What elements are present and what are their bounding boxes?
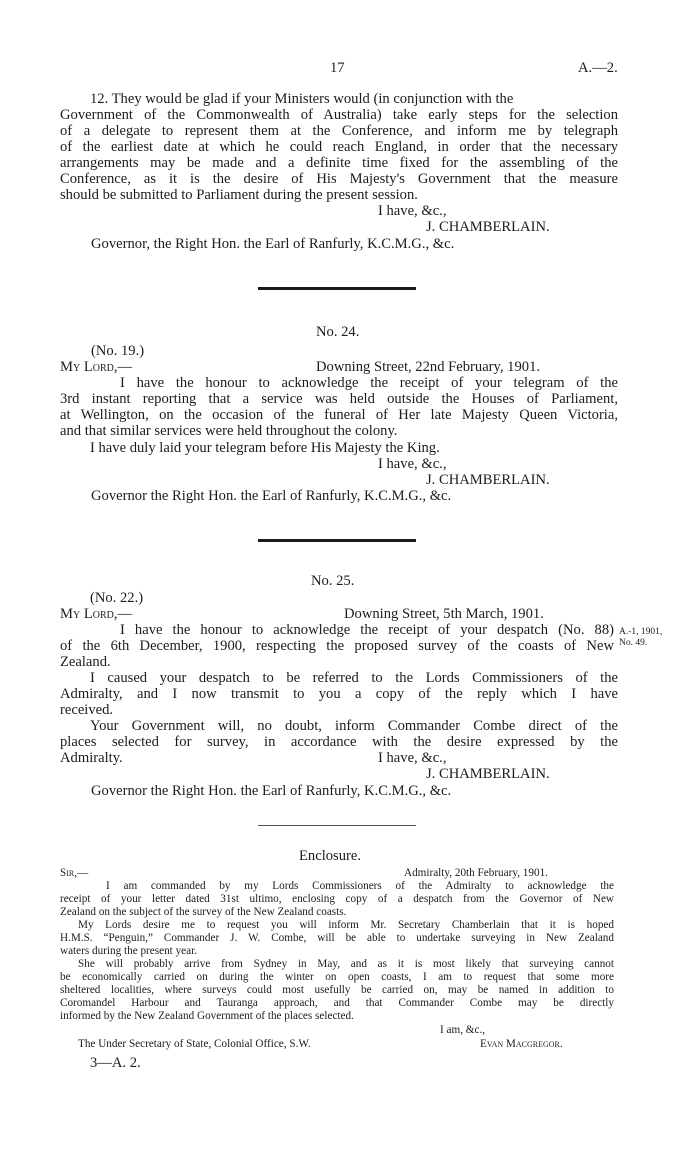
- section-divider: [258, 287, 416, 290]
- enclosure-line-5: H.M.S. “Penguin,” Commander J. W. Combe, will be able to undertake surveying in New Zealand: [60, 932, 614, 944]
- paragraph-12-line-5: arrangements may be made and a definite time fixed for the assembling of the: [60, 155, 618, 171]
- margin-note-number: No. 49.: [619, 638, 648, 648]
- enclosure-line-4: My Lords desire me to request you will inform Mr. Secretary Chamberlain that it is hoped: [78, 919, 614, 931]
- enclosure-closing: I am, &c.,: [440, 1024, 486, 1036]
- addressee: Governor, the Right Hon. the Earl of Ranfurly, K.C.M.G., &c.: [91, 236, 455, 252]
- letter-25-ref: (No. 22.): [90, 590, 144, 606]
- paragraph-12-line-3: of a delegate to represent them at the Conference, and inform me by telegraph: [60, 123, 618, 139]
- page-number: 17: [330, 60, 345, 76]
- letter-24-place-date: Downing Street, 22nd February, 1901.: [316, 359, 541, 375]
- letter-25-line-3: Zealand.: [60, 654, 111, 670]
- letter-24-closing: I have, &c.,: [378, 456, 447, 472]
- letter-24-line-4: and that similar services were held throughout the colony.: [60, 423, 398, 439]
- signature-mark: 3—A. 2.: [90, 1055, 141, 1071]
- letter-25-line-2: of the 6th December, 1900, respecting the proposed survey of the coasts of New: [60, 638, 614, 654]
- letter-25-line-5: Admiralty, and I now transmit to you a copy of the reply which I have: [60, 686, 618, 702]
- enclosure-heading: Enclosure.: [299, 848, 362, 864]
- enclosure-signature: Evan Macgregor.: [480, 1038, 563, 1050]
- letter-25-signature: J. CHAMBERLAIN.: [426, 766, 550, 782]
- enclosure-place-date: Admiralty, 20th February, 1901.: [404, 867, 548, 879]
- letter-25-line-6: received.: [60, 702, 114, 718]
- enclosure-line-7: She will probably arrive from Sydney in May, and as it is most likely that surveying cannot: [78, 958, 614, 970]
- letter-25-heading: No. 25.: [311, 573, 355, 589]
- paragraph-12-line-6: Conference, as it is the desire of His Majesty's Government that the measure: [60, 171, 618, 187]
- paragraph-12-line-1: 12. They would be glad if your Ministers would (in conjunction with the: [90, 91, 514, 107]
- paragraph-12-line-7: should be submitted to Parliament during the present session.: [60, 187, 418, 203]
- enclosure-line-2: receipt of your letter dated 31st ultimo, enclosing copy of a despatch from the Governor of New: [60, 893, 614, 905]
- document-reference: A.—2.: [578, 60, 618, 76]
- section-divider: [258, 539, 416, 542]
- letter-24-ref: (No. 19.): [91, 343, 145, 359]
- letter-24-line-3: at Wellington, on the occasion of the funeral of Her late Majesty Queen Victoria,: [60, 407, 618, 423]
- closing: I have, &c.,: [378, 203, 447, 219]
- letter-25-place-date: Downing Street, 5th March, 1901.: [344, 606, 544, 622]
- enclosure-line-11: informed by the New Zealand Government of the places selected.: [60, 1010, 354, 1022]
- enclosure-line-10: Coromandel Harbour and Tauranga approach, and that Commander Combe may be directly: [60, 997, 614, 1009]
- signature: J. CHAMBERLAIN.: [426, 219, 550, 235]
- paragraph-12-line-4: of the earliest date at which he could reach England, in order that the necessary: [60, 139, 618, 155]
- letter-25-line-8: places selected for survey, in accordance with the desire expressed by the: [60, 734, 618, 750]
- letter-25-line-7: Your Government will, no doubt, inform Commander Combe direct of the: [90, 718, 618, 734]
- margin-note-ref: A.-1, 1901,: [619, 627, 663, 637]
- letter-24-addressee: Governor the Right Hon. the Earl of Ranfurly, K.C.M.G., &c.: [91, 488, 452, 504]
- enclosure-line-1: I am commanded by my Lords Commissioners of the Admiralty to acknowledge the: [106, 880, 614, 892]
- letter-24-line-1: I have the honour to acknowledge the receipt of your telegram of the: [120, 375, 618, 391]
- letter-25-salutation: My Lord,—: [60, 606, 133, 622]
- enclosure-salutation: Sir,—: [60, 867, 89, 879]
- letter-25-line-1: I have the honour to acknowledge the receipt of your despatch (No. 88): [120, 622, 614, 638]
- letter-24-heading: No. 24.: [316, 324, 360, 340]
- letter-24-signature: J. CHAMBERLAIN.: [426, 472, 550, 488]
- paragraph-12-line-2: Government of the Commonwealth of Australia) take early steps for the selection: [60, 107, 618, 123]
- letter-24-line-5: I have duly laid your telegram before His Majesty the King.: [90, 440, 440, 456]
- enclosure-addressee: The Under Secretary of State, Colonial Office, S.W.: [78, 1038, 311, 1050]
- letter-25-addressee: Governor the Right Hon. the Earl of Ranfurly, K.C.M.G., &c.: [91, 783, 452, 799]
- enclosure-line-8: be economically carried on during the winter on open coasts, I am to request that some more: [60, 971, 614, 983]
- letter-25-line-4: I caused your despatch to be referred to the Lords Commissioners of the: [90, 670, 618, 686]
- enclosure-divider: [258, 825, 416, 826]
- enclosure-line-9: sheltered localities, where surveys could most usefully be carried on, may be named in addition to: [60, 984, 614, 996]
- letter-24-salutation: My Lord,—: [60, 359, 133, 375]
- enclosure-line-3: Zealand on the subject of the survey of the New Zealand coasts.: [60, 906, 347, 918]
- letter-25-closing: I have, &c.,: [378, 750, 447, 766]
- letter-24-line-2: 3rd instant reporting that a service was held outside the Houses of Parliament,: [60, 391, 618, 407]
- letter-25-line-9: Admiralty.: [60, 750, 123, 766]
- enclosure-line-6: waters during the present year.: [60, 945, 197, 957]
